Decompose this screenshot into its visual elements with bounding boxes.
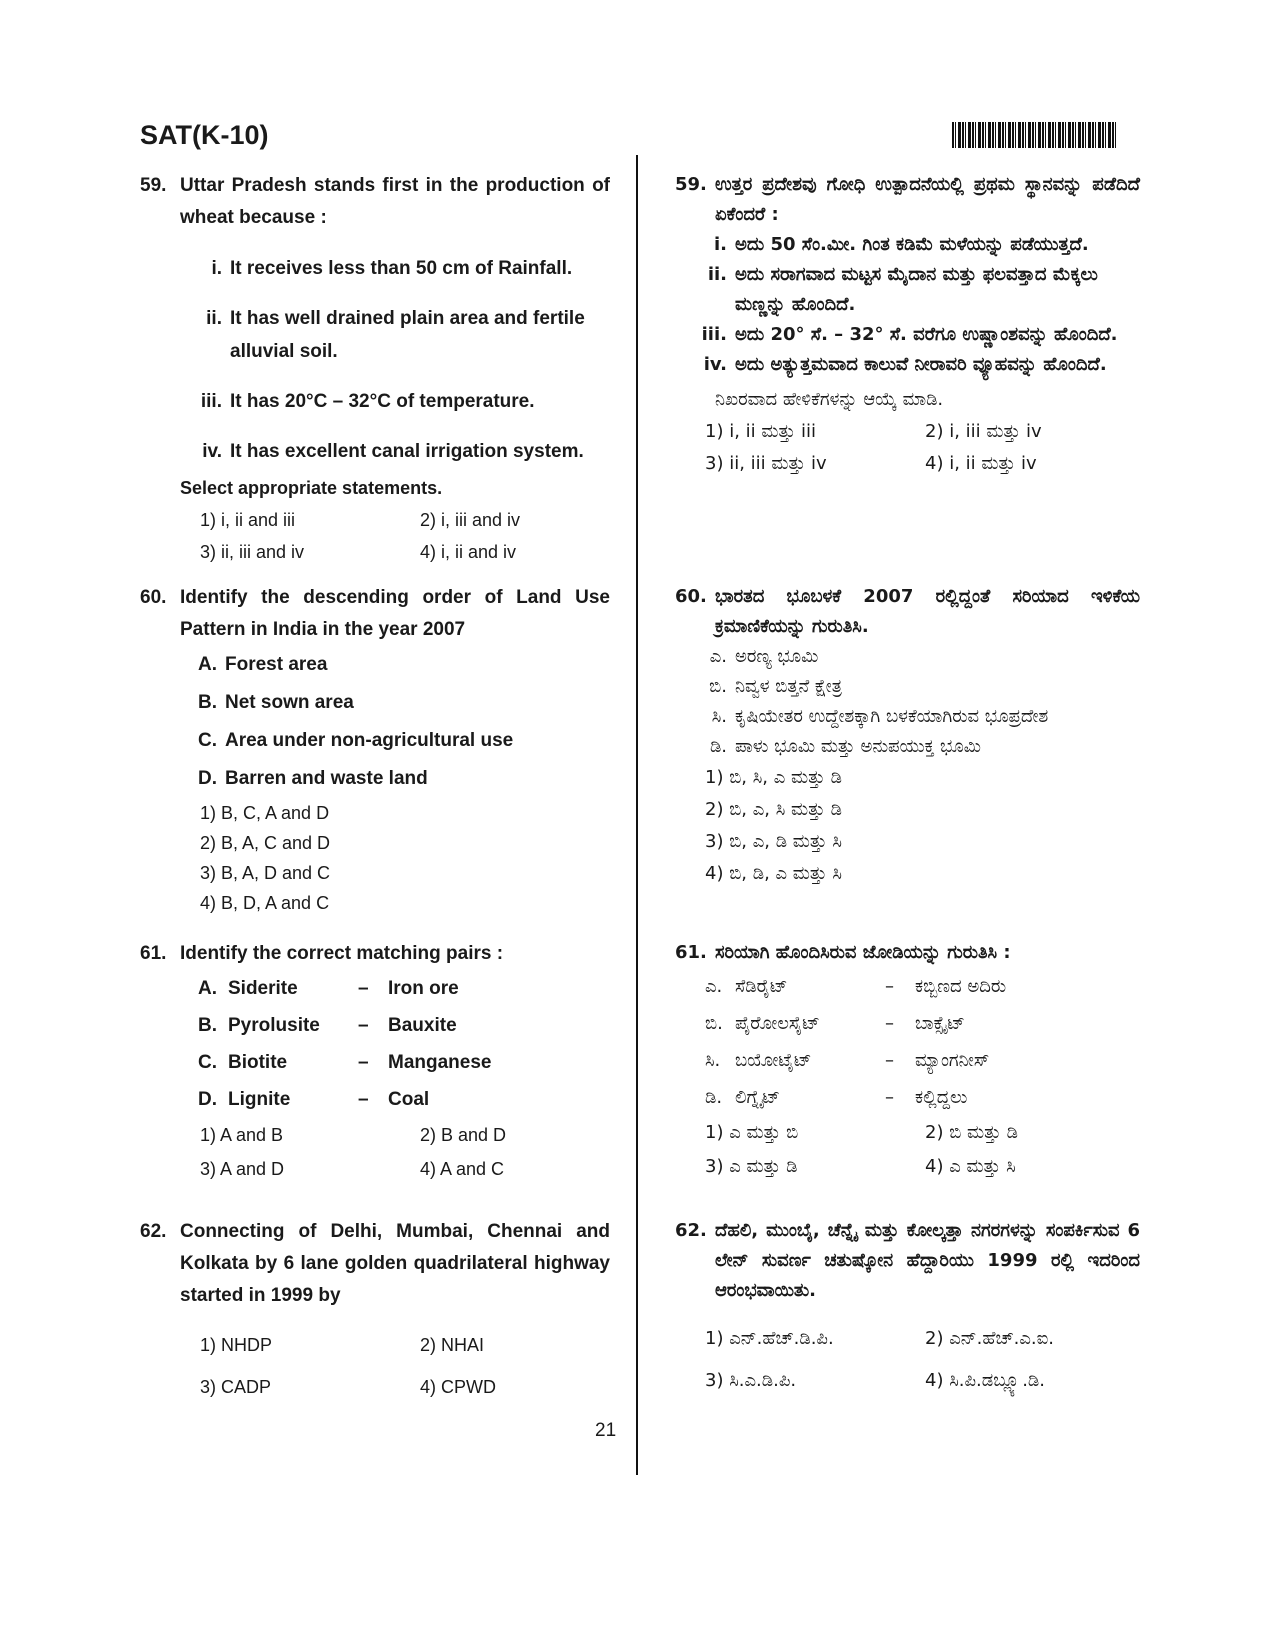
option-4[interactable]: 4) ಎ ಮತ್ತು ಸಿ bbox=[925, 1156, 1016, 1177]
pair-row: C. Biotite – Manganese bbox=[198, 1052, 492, 1073]
option-1[interactable]: 1) B, C, A and D bbox=[200, 803, 330, 823]
option-2[interactable]: 2) B, A, C and D bbox=[200, 833, 331, 853]
matching-pairs bbox=[198, 970, 610, 1118]
page-title: SAT(K-10) bbox=[140, 120, 269, 150]
statement: iii. It has 20°C – 32°C of temperature. bbox=[200, 391, 535, 412]
option-3[interactable]: 3) ಬಿ, ಎ, ಡಿ ಮತ್ತು ಸಿ bbox=[705, 831, 842, 852]
english-column bbox=[140, 170, 610, 1408]
question-62 bbox=[140, 1216, 610, 1408]
statement: iv. It has excellent canal irrigation system. bbox=[202, 441, 584, 462]
statement: ಬಿ. ನಿವ್ವಳ ಬಿತ್ತನೆ ಕ್ಷೇತ್ರ bbox=[709, 676, 842, 697]
option-2[interactable]: 2) i, iii ಮತ್ತು iv bbox=[925, 421, 1042, 442]
option-1[interactable]: 1) NHDP bbox=[200, 1335, 273, 1355]
statement: ಡಿ. ಪಾಳು ಭೂಮಿ ಮತ್ತು ಅನುಪಯುಕ್ತ ಭೂಮಿ bbox=[709, 736, 981, 757]
pair-row: A. Siderite – Iron ore bbox=[198, 978, 459, 999]
statement: D. Barren and waste land bbox=[198, 768, 428, 789]
options bbox=[705, 1116, 1140, 1184]
option-2[interactable]: 2) i, iii and iv bbox=[420, 510, 521, 530]
question-text: ಸರಿಯಾಗಿ ಹೊಂದಿಸಿರುವ ಜೋಡಿಯನ್ನು ಗುರುತಿಸಿ : bbox=[715, 942, 1011, 963]
statement: ಎ. ಅರಣ್ಯ ಭೂಮಿ bbox=[709, 646, 819, 667]
option-1[interactable]: 1) A and B bbox=[200, 1125, 284, 1145]
options bbox=[200, 504, 610, 568]
option-2[interactable]: 2) ಬಿ ಮತ್ತು ಡಿ bbox=[925, 1122, 1018, 1143]
question-59 bbox=[140, 170, 610, 582]
option-3[interactable]: 3) A and D bbox=[200, 1159, 285, 1179]
option-4[interactable]: 4) ಸಿ.ಪಿ.ಡಬ್ಲ್ಯೂ.ಡಿ. bbox=[925, 1370, 1045, 1391]
option-2[interactable]: 2) NHAI bbox=[420, 1335, 485, 1355]
column-divider bbox=[636, 155, 638, 1475]
pair-row: ಎ. ಸೆಡಿರೈಟ್ – ಕಬ್ಬಿಣದ ಅದಿರು bbox=[705, 976, 1007, 997]
question-number: 60. bbox=[140, 587, 167, 608]
select-instruction: Select appropriate statements. bbox=[180, 478, 443, 498]
statement: i. It receives less than 50 cm of Rainfall. bbox=[211, 258, 573, 279]
question-number: 59. bbox=[675, 174, 707, 195]
question-number: 62. bbox=[140, 1221, 167, 1242]
question-text: ಉತ್ತರ ಪ್ರದೇಶವು ಗೋಧಿ ಉತ್ಪಾದನೆಯಲ್ಲಿ ಪ್ರಥಮ ಸ್ಥಾನವನ್ನು ಪಡೆದಿದೆ ಏಕೆಂದರೆ : bbox=[715, 174, 1140, 225]
option-1[interactable]: 1) ಬಿ, ಸಿ, ಎ ಮತ್ತು ಡಿ bbox=[705, 767, 842, 788]
question-number: 61. bbox=[675, 942, 707, 963]
statement: ii. It has well drained plain area and fertile alluvial soil. bbox=[206, 308, 585, 362]
option-2[interactable]: 2) ಎನ್.ಹೆಚ್.ಎ.ಐ. bbox=[925, 1328, 1055, 1349]
question-60 bbox=[140, 582, 610, 938]
option-1[interactable]: 1) i, ii and iii bbox=[200, 510, 296, 530]
pair-row: ಬಿ. ಪೈರೋಲಸೈಟ್ – ಬಾಕ್ಸೈಟ್ bbox=[705, 1013, 965, 1034]
question-60-kn bbox=[675, 582, 1140, 938]
option-3[interactable]: 3) ii, iii ಮತ್ತು iv bbox=[705, 453, 827, 474]
question-text: Connecting of Delhi, Mumbai, Chennai and Kolkata by 6 lane golden quadrilateral highway started in 1999 by bbox=[180, 1221, 610, 1306]
options bbox=[705, 762, 1140, 890]
question-59-kn bbox=[675, 170, 1140, 582]
question-text: Uttar Pradesh stands first in the production of wheat because : bbox=[180, 175, 610, 228]
option-2[interactable]: 2) ಬಿ, ಎ, ಸಿ ಮತ್ತು ಡಿ bbox=[705, 799, 842, 820]
option-4[interactable]: 4) ಬಿ, ಡಿ, ಎ ಮತ್ತು ಸಿ bbox=[705, 863, 842, 884]
option-3[interactable]: 3) ಎ ಮತ್ತು ಡಿ bbox=[705, 1156, 798, 1177]
option-4[interactable]: 4) B, D, A and C bbox=[200, 893, 330, 913]
option-1[interactable]: 1) ಎನ್.ಹೆಚ್.ಡಿ.ಪಿ. bbox=[705, 1328, 834, 1349]
option-1[interactable]: 1) i, ii ಮತ್ತು iii bbox=[705, 421, 817, 442]
question-text: ಭಾರತದ ಭೂಬಳಕೆ 2007 ರಲ್ಲಿದ್ದಂತೆ ಸರಿಯಾದ ಇಳಿಕೆಯ ಕ್ರಮಾಣಿಕೆಯನ್ನು ಗುರುತಿಸಿ. bbox=[715, 586, 1140, 637]
question-61 bbox=[140, 938, 610, 1216]
options bbox=[200, 1324, 610, 1408]
pair-row: ಡಿ. ಲಿಗ್ನೈಟ್ – ಕಲ್ಲಿದ್ದಲು bbox=[705, 1087, 968, 1108]
question-61-kn bbox=[675, 938, 1140, 1216]
question-text: Identify the correct matching pairs : bbox=[180, 943, 504, 964]
matching-pairs bbox=[705, 968, 1140, 1116]
question-text: ದೆಹಲಿ, ಮುಂಬೈ, ಚೆನ್ನೈ ಮತ್ತು ಕೋಲ್ಕತ್ತಾ ನಗರಗಳನ್ನು ಸಂಪರ್ಕಿಸುವ 6 ಲೇನ್ ಸುವರ್ಣ ಚತುಷ್ಕೋನ ಹೆದ್ದಾರಿಯು 1999 ರಲ್ಲಿ ಇದರಿಂದ ಆರಂಭವಾಯಿತು. bbox=[715, 1220, 1140, 1301]
pair-row: B. Pyrolusite – Bauxite bbox=[198, 1015, 457, 1036]
question-number: 60. bbox=[675, 586, 707, 607]
option-1[interactable]: 1) ಎ ಮತ್ತು ಬಿ bbox=[705, 1122, 799, 1143]
option-4[interactable]: 4) i, ii and iv bbox=[420, 542, 517, 562]
question-62-kn bbox=[675, 1216, 1140, 1402]
statement: B. Net sown area bbox=[198, 692, 354, 713]
option-2[interactable]: 2) B and D bbox=[420, 1125, 507, 1145]
question-number: 62. bbox=[675, 1220, 707, 1241]
question-number: 59. bbox=[140, 175, 167, 196]
statement: C. Area under non-agricultural use bbox=[198, 730, 514, 751]
options bbox=[200, 1118, 610, 1186]
pair-row: ಸಿ. ಬಯೋಟೈಟ್ – ಮ್ಯಾಂಗನೀಸ್ bbox=[705, 1050, 990, 1071]
option-3[interactable]: 3) CADP bbox=[200, 1377, 272, 1397]
question-text: Identify the descending order of Land Use Pattern in India in the year 2007 bbox=[180, 587, 610, 640]
option-4[interactable]: 4) CPWD bbox=[420, 1377, 496, 1397]
option-3[interactable]: 3) B, A, D and C bbox=[200, 863, 331, 883]
options bbox=[705, 416, 1140, 480]
statement: i. ಅದು 50 ಸೆಂ.ಮೀ. ಗಿಂತ ಕಡಿಮೆ ಮಳೆಯನ್ನು ಪಡೆಯುತ್ತದೆ. bbox=[713, 234, 1089, 255]
options bbox=[200, 798, 610, 918]
page-number: 21 bbox=[595, 1420, 617, 1441]
question-number: 61. bbox=[140, 943, 167, 964]
option-4[interactable]: 4) i, ii ಮತ್ತು iv bbox=[925, 453, 1037, 474]
statement: ii. ಅದು ಸರಾಗವಾದ ಮಟ್ಟಸ ಮೈದಾನ ಮತ್ತು ಫಲವತ್ತಾದ ಮೆಕ್ಕಲು ಮಣ್ಣನ್ನು ಹೊಂದಿದೆ. bbox=[707, 264, 1098, 315]
barcode-icon bbox=[952, 122, 1117, 148]
statement: iv. ಅದು ಅತ್ಯುತ್ತಮವಾದ ಕಾಲುವೆ ನೀರಾವರಿ ವ್ಯೂಹವನ್ನು ಹೊಂದಿದೆ. bbox=[703, 354, 1107, 375]
statement: A. Forest area bbox=[198, 654, 328, 675]
select-instruction: ನಿಖರವಾದ ಹೇಳಿಕೆಗಳನ್ನು ಆಯ್ಕೆ ಮಾಡಿ. bbox=[715, 389, 944, 410]
options bbox=[705, 1318, 1140, 1402]
kannada-column bbox=[675, 170, 1140, 1402]
statement: iii. ಅದು 20° ಸೆ. – 32° ಸೆ. ವರೆಗೂ ಉಷ್ಣಾಂಶವನ್ನು ಹೊಂದಿದೆ. bbox=[701, 324, 1118, 345]
option-4[interactable]: 4) A and C bbox=[420, 1159, 505, 1179]
option-3[interactable]: 3) ii, iii and iv bbox=[200, 542, 305, 562]
statement: ಸಿ. ಕೃಷಿಯೇತರ ಉದ್ದೇಶಕ್ಕಾಗಿ ಬಳಕೆಯಾಗಿರುವ ಭೂಪ್ರದೇಶ bbox=[711, 706, 1049, 727]
pair-row: D. Lignite – Coal bbox=[198, 1089, 430, 1110]
option-3[interactable]: 3) ಸಿ.ಎ.ಡಿ.ಪಿ. bbox=[705, 1370, 797, 1391]
